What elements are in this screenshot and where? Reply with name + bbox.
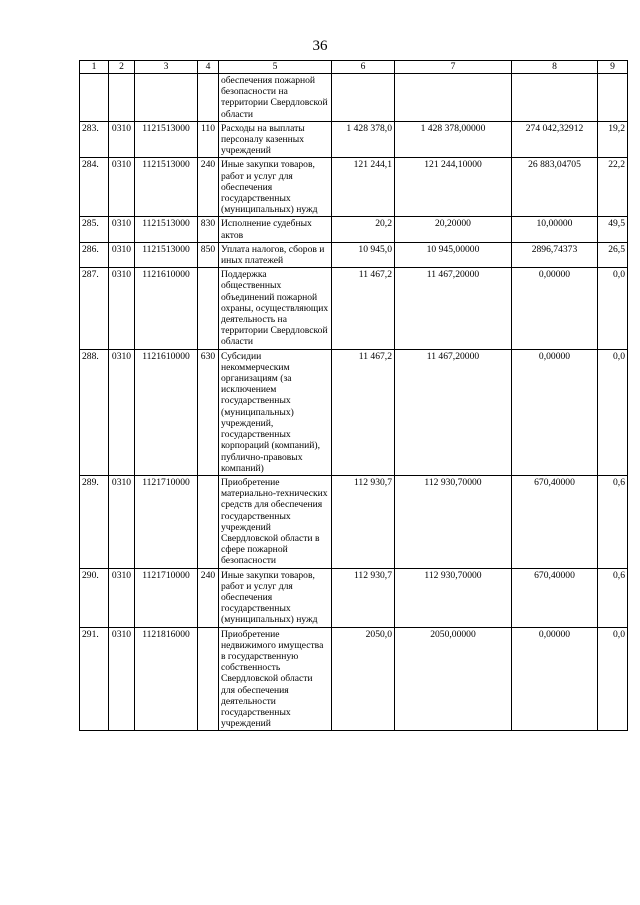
execution-percent: 26,5	[598, 242, 628, 267]
section-code: 0310	[109, 475, 135, 568]
item-name: Расходы на выплаты персоналу казенных учреждений	[219, 121, 332, 158]
planned-amount-exact: 1 428 378,00000	[395, 121, 512, 158]
execution-percent	[598, 74, 628, 122]
table-header-row	[80, 61, 628, 74]
planned-amount: 121 244,1	[332, 158, 395, 217]
expense-type-code: 830	[198, 217, 219, 242]
planned-amount-exact: 121 244,10000	[395, 158, 512, 217]
item-name: Приобретение недвижимого имущества в государственную собственность Свердловской области для обеспечения деятельности государственных учреждений	[219, 627, 332, 731]
target-article-code: 1121513000	[135, 158, 198, 217]
table-row	[80, 627, 628, 731]
execution-percent: 22,2	[598, 158, 628, 217]
column-header: 9	[598, 61, 628, 74]
execution-percent: 49,5	[598, 217, 628, 242]
row-number: 286.	[80, 242, 109, 267]
row-number: 291.	[80, 627, 109, 731]
planned-amount: 20,2	[332, 217, 395, 242]
planned-amount-exact	[395, 74, 512, 122]
planned-amount-exact: 20,20000	[395, 217, 512, 242]
expense-type-code	[198, 627, 219, 731]
execution-percent: 0,6	[598, 568, 628, 627]
table-body	[80, 74, 628, 731]
section-code: 0310	[109, 349, 135, 475]
section-code: 0310	[109, 268, 135, 349]
item-name: Субсидии некоммерческим организациям (за исключением государственных (муниципальных) учреждений, государственных корпораций (компаний), публично-правовых компаний)	[219, 349, 332, 475]
section-code: 0310	[109, 217, 135, 242]
table-row	[80, 475, 628, 568]
executed-amount: 10,00000	[512, 217, 598, 242]
target-article-code: 1121513000	[135, 242, 198, 267]
column-header: 8	[512, 61, 598, 74]
executed-amount	[512, 74, 598, 122]
executed-amount: 274 042,32912	[512, 121, 598, 158]
planned-amount-exact: 10 945,00000	[395, 242, 512, 267]
target-article-code: 1121816000	[135, 627, 198, 731]
planned-amount-exact: 11 467,20000	[395, 349, 512, 475]
budget-table	[79, 60, 628, 731]
executed-amount: 670,40000	[512, 475, 598, 568]
target-article-code: 1121710000	[135, 475, 198, 568]
planned-amount: 112 930,7	[332, 568, 395, 627]
table-row	[80, 242, 628, 267]
item-name: Иные закупки товаров, работ и услуг для обеспечения государственных (муниципальных) нужд	[219, 158, 332, 217]
section-code: 0310	[109, 158, 135, 217]
row-number: 285.	[80, 217, 109, 242]
row-number	[80, 74, 109, 122]
page-number: 36	[312, 38, 328, 54]
executed-amount: 26 883,04705	[512, 158, 598, 217]
planned-amount	[332, 74, 395, 122]
column-header: 3	[135, 61, 198, 74]
table-row	[80, 568, 628, 627]
item-name: Приобретение материально-технических средств для обеспечения государственных учреждений Свердловской области в сфере пожарной безопасности	[219, 475, 332, 568]
row-number: 284.	[80, 158, 109, 217]
section-code	[109, 74, 135, 122]
column-header: 1	[80, 61, 109, 74]
item-name: Уплата налогов, сборов и иных платежей	[219, 242, 332, 267]
planned-amount-exact: 112 930,70000	[395, 475, 512, 568]
executed-amount: 0,00000	[512, 627, 598, 731]
target-article-code: 1121513000	[135, 121, 198, 158]
row-number: 290.	[80, 568, 109, 627]
execution-percent: 0,6	[598, 475, 628, 568]
item-name: Иные закупки товаров, работ и услуг для обеспечения государственных (муниципальных) нужд	[219, 568, 332, 627]
item-name: Исполнение судебных актов	[219, 217, 332, 242]
execution-percent: 19,2	[598, 121, 628, 158]
executed-amount: 0,00000	[512, 268, 598, 349]
section-code: 0310	[109, 121, 135, 158]
column-header: 7	[395, 61, 512, 74]
executed-amount: 670,40000	[512, 568, 598, 627]
expense-type-code: 110	[198, 121, 219, 158]
section-code: 0310	[109, 242, 135, 267]
column-header: 2	[109, 61, 135, 74]
section-code: 0310	[109, 568, 135, 627]
table-row	[80, 217, 628, 242]
table-row	[80, 74, 628, 122]
column-header: 4	[198, 61, 219, 74]
expense-type-code	[198, 268, 219, 349]
planned-amount: 11 467,2	[332, 349, 395, 475]
row-number: 288.	[80, 349, 109, 475]
section-code: 0310	[109, 627, 135, 731]
expense-type-code: 240	[198, 158, 219, 217]
planned-amount: 10 945,0	[332, 242, 395, 267]
target-article-code: 1121710000	[135, 568, 198, 627]
execution-percent: 0,0	[598, 349, 628, 475]
expense-type-code	[198, 475, 219, 568]
expense-type-code: 240	[198, 568, 219, 627]
execution-percent: 0,0	[598, 268, 628, 349]
item-name: Поддержка общественных объединений пожарной охраны, осуществляющих деятельность на территории Свердловской области	[219, 268, 332, 349]
expense-type-code	[198, 74, 219, 122]
row-number: 289.	[80, 475, 109, 568]
executed-amount: 2896,74373	[512, 242, 598, 267]
table-row	[80, 268, 628, 349]
planned-amount: 11 467,2	[332, 268, 395, 349]
planned-amount: 1 428 378,0	[332, 121, 395, 158]
planned-amount-exact: 112 930,70000	[395, 568, 512, 627]
target-article-code: 1121610000	[135, 349, 198, 475]
column-header: 5	[219, 61, 332, 74]
table-row	[80, 121, 628, 158]
item-name: обеспечения пожарной безопасности на территории Свердловской области	[219, 74, 332, 122]
target-article-code: 1121610000	[135, 268, 198, 349]
planned-amount: 2050,0	[332, 627, 395, 731]
target-article-code: 1121513000	[135, 217, 198, 242]
planned-amount-exact: 2050,00000	[395, 627, 512, 731]
executed-amount: 0,00000	[512, 349, 598, 475]
table-row	[80, 349, 628, 475]
expense-type-code: 630	[198, 349, 219, 475]
planned-amount-exact: 11 467,20000	[395, 268, 512, 349]
expense-type-code: 850	[198, 242, 219, 267]
execution-percent: 0,0	[598, 627, 628, 731]
target-article-code	[135, 74, 198, 122]
row-number: 287.	[80, 268, 109, 349]
column-header: 6	[332, 61, 395, 74]
table-row	[80, 158, 628, 217]
row-number: 283.	[80, 121, 109, 158]
planned-amount: 112 930,7	[332, 475, 395, 568]
